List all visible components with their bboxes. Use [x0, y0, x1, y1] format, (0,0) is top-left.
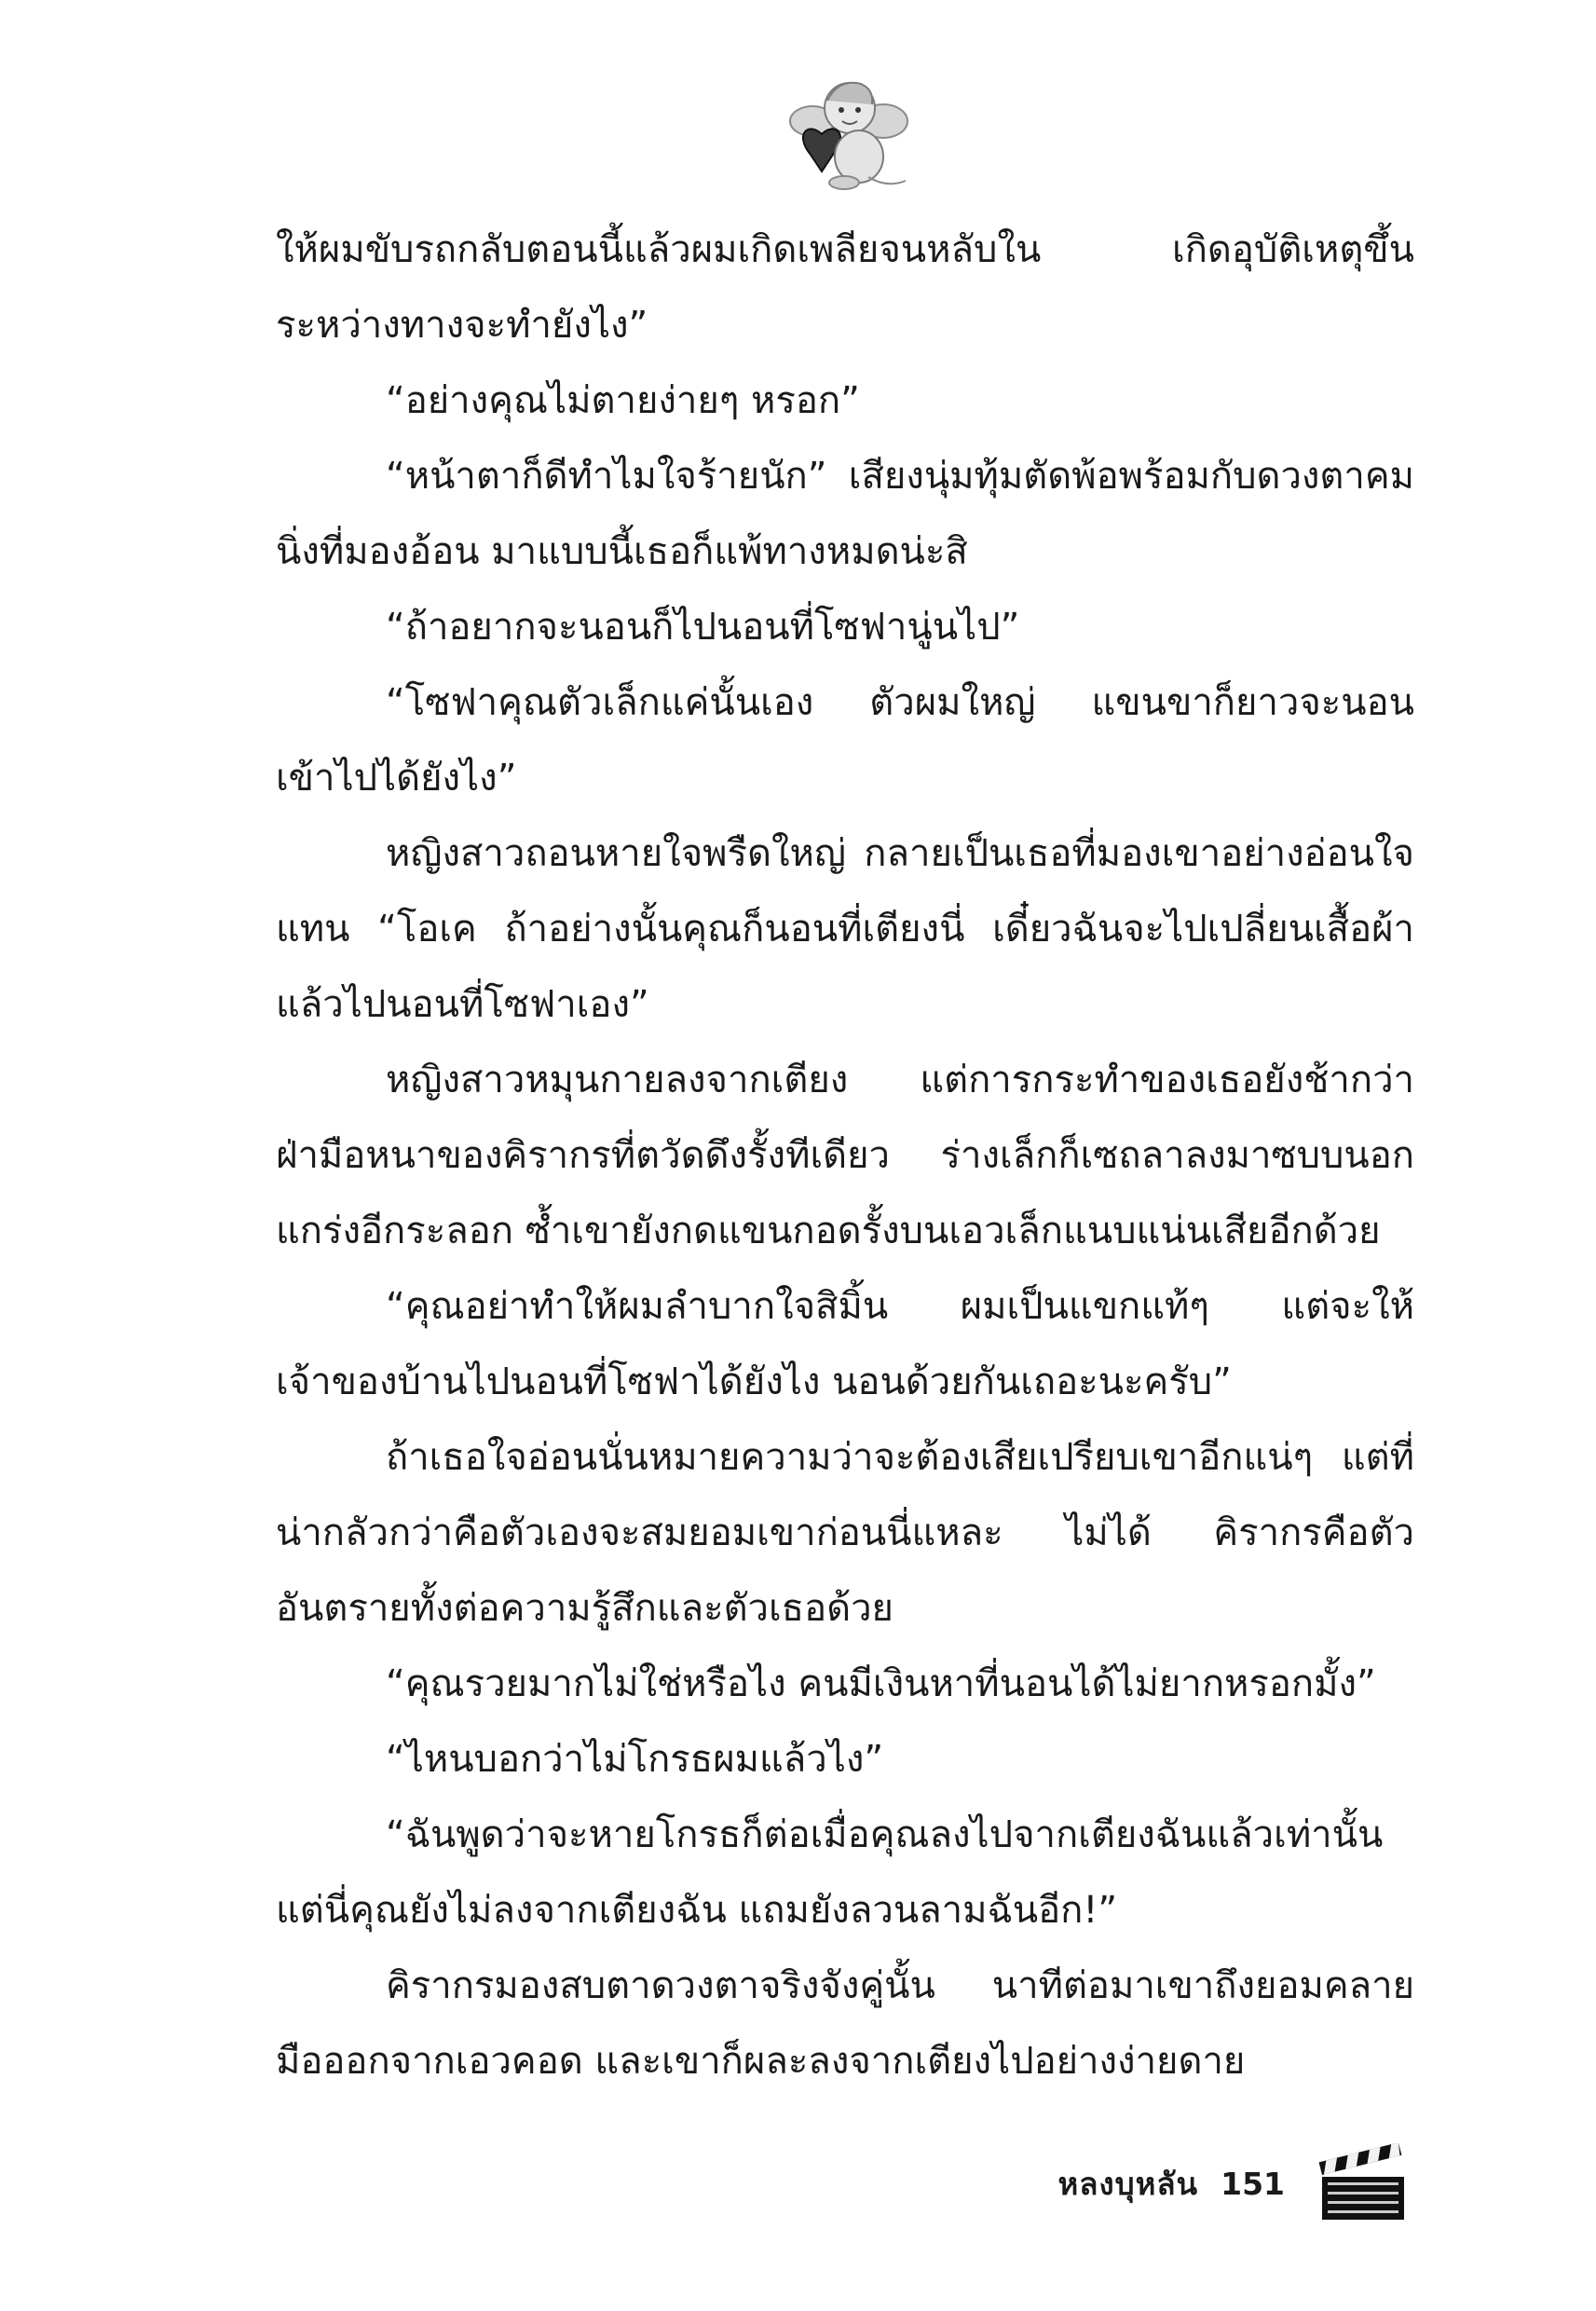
paragraph: ให้ผมขับรถกลับตอนนี้แล้วผมเกิดเพลียจนหลับใน เกิดอุบัติเหตุขึ้นระหว่างทางจะทำยังไง” [276, 228, 1414, 347]
body-text [276, 212, 1414, 2099]
paragraph: ถ้าเธอใจอ่อนนั่นหมายความว่าจะต้องเสียเปรียบเขาอีกแน่ๆ แต่ที่น่ากลัวกว่าคือตัวเองจะสมยอมเขาก่อนนี่แหละ ไม่ได้ คิรากรคือตัวอันตรายทั้งต่อความรู้สึกและตัวเธอด้วย [276, 1436, 1414, 1630]
paragraph: คิรากรมองสบตาดวงตาจริงจังคู่นั้น นาทีต่อมาเขาถึงยอมคลายมือออกจากเอวคอด และเขาก็ผละลงจากเตียงไปอย่างง่ายดาย [276, 1964, 1414, 2083]
paragraph: “คุณอย่าทำให้ผมลำบากใจสิมิ้น ผมเป็นแขกแท้ๆ แต่จะให้เจ้าของบ้านไปนอนที่โซฟาได้ยังไง นอนด้วยกันเถอะนะครับ” [276, 1285, 1414, 1403]
page-number: 151 [1221, 2165, 1285, 2202]
paragraph: “ถ้าอยากจะนอนก็ไปนอนที่โซฟานู่นไป” [386, 606, 1020, 649]
paragraph: “คุณรวยมากไม่ใช่หรือไง คนมีเงินหาที่นอนได้ไม่ยากหรอกมั้ง” [386, 1662, 1376, 1705]
paragraph: “โซฟาคุณตัวเล็กแค่นั้นเอง ตัวผมใหญ่ แขนขาก็ยาวจะนอนเข้าไปได้ยังไง” [276, 681, 1414, 800]
clapperboard-icon [1316, 2143, 1410, 2223]
page-footer [1058, 2143, 1410, 2223]
paragraph: “หน้าตาก็ดีทำไมใจร้ายนัก” เสียงนุ่มทุ้มตัดพ้อพร้อมกับดวงตาคมนิ่งที่มองอ้อน มาแบบนี้เธอก็แพ้ทางหมดน่ะสิ [276, 455, 1414, 573]
book-title: หลงบุหลัน [1057, 2165, 1199, 2202]
paragraph: “อย่างคุณไม่ตายง่ายๆ หรอก” [386, 379, 860, 422]
paragraph: “ไหนบอกว่าไม่โกรธผมแล้วไง” [386, 1738, 884, 1781]
paragraph: หญิงสาวถอนหายใจพรืดใหญ่ กลายเป็นเธอที่มองเขาอย่างอ่อนใจแทน “โอเค ถ้าอย่างนั้นคุณก็นอนที่เตียงนี่ เดี๋ยวฉันจะไปเปลี่ยนเสื้อผ้าแล้วไปนอนที่โซฟาเอง” [276, 832, 1414, 1026]
cupid-heart-icon [783, 73, 913, 194]
paragraph: หญิงสาวหมุนกายลงจากเตียง แต่การกระทำของเธอยังช้ากว่าฝ่ามือหนาของคิรากรที่ตวัดดึงรั้งทีเดียว ร่างเล็กก็เซถลาลงมาซบบนอกแกร่งอีกระลอก ซ้ำเขายังกดแขนกอดรั้งบนเอวเล็กแนบแน่นเสียอีกด้วย [276, 1059, 1414, 1252]
paragraph: “ฉันพูดว่าจะหายโกรธก็ต่อเมื่อคุณลงไปจากเตียงฉันแล้วเท่านั้นแต่นี่คุณยังไม่ลงจากเตียงฉัน แถมยังลวนลามฉันอีก!” [276, 1813, 1384, 1932]
